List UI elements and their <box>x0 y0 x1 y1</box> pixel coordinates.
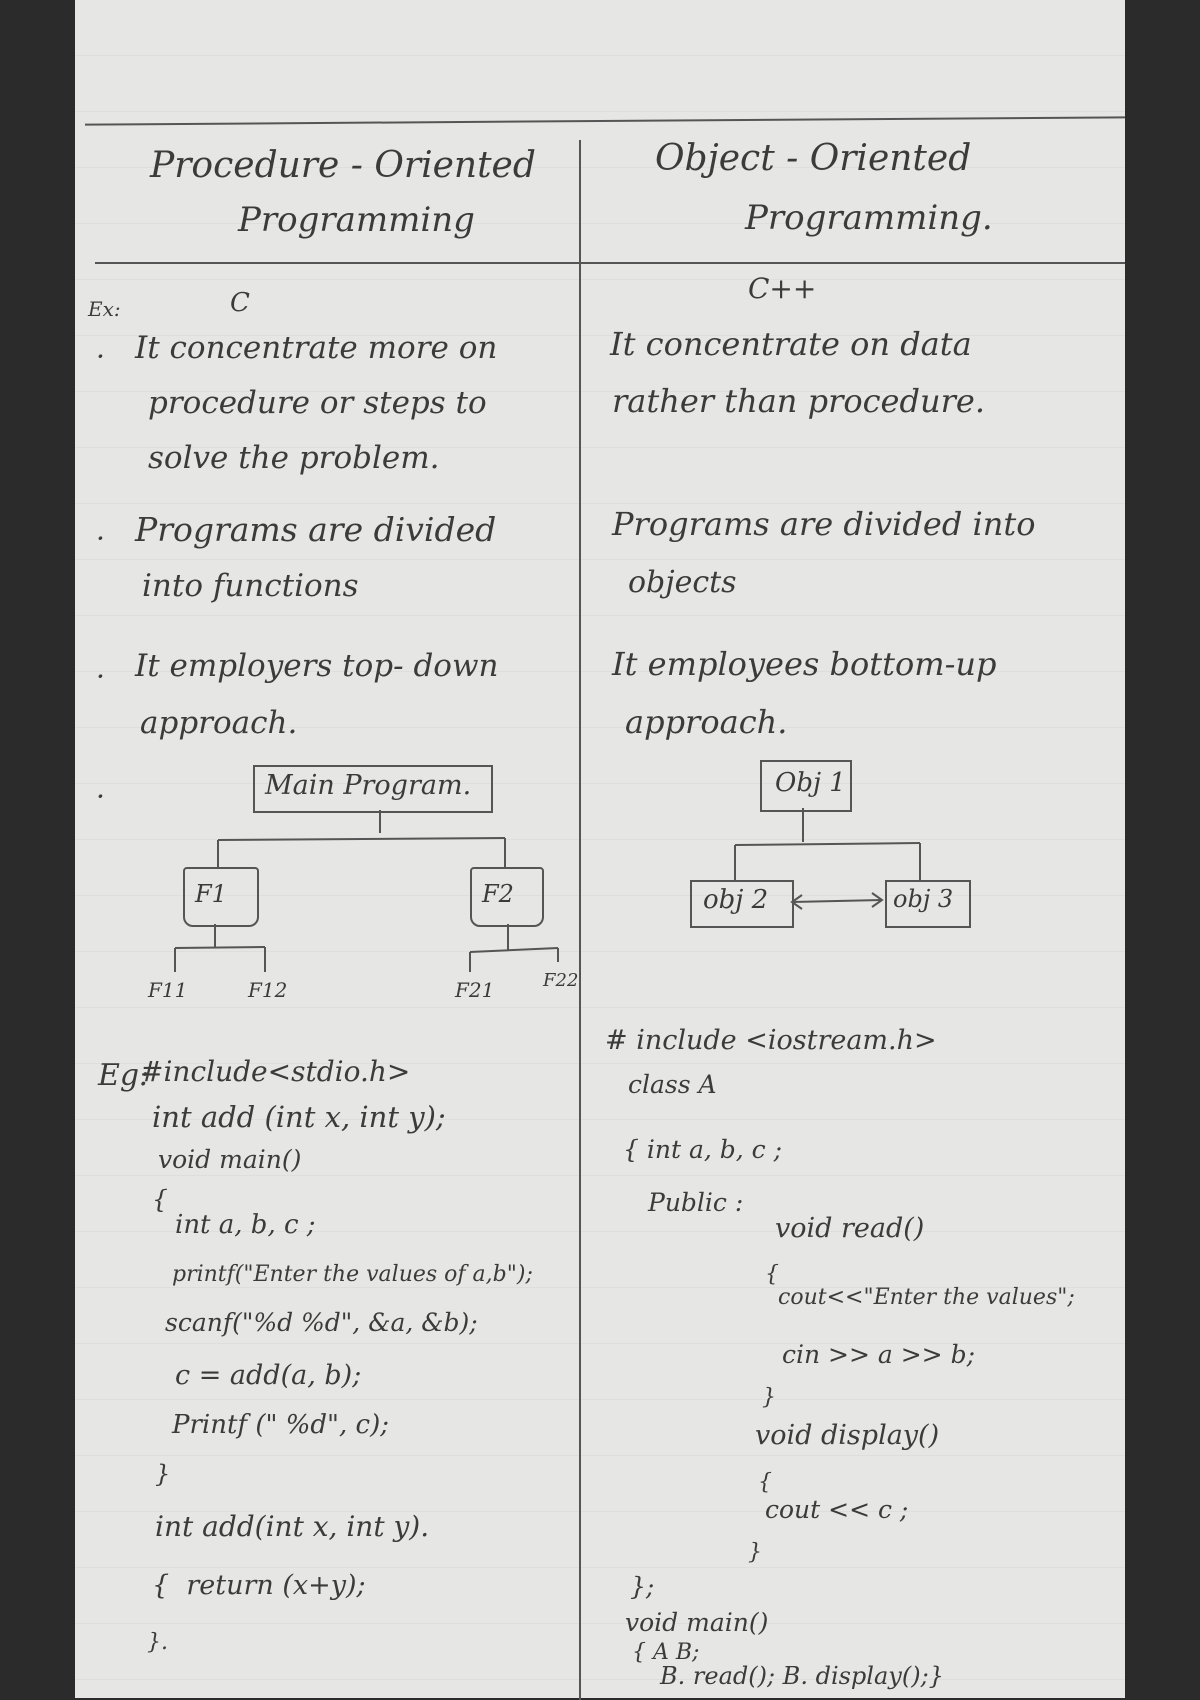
f12-label: F12 <box>248 978 288 1002</box>
right-code-line: cout<<"Enter the values"; <box>778 1285 1075 1310</box>
bullet-dot: · <box>96 780 105 813</box>
right-point-1a: It concentrate on data <box>610 325 972 363</box>
obj2-label: obj 2 <box>703 885 769 915</box>
left-code-line: void main() <box>158 1145 302 1174</box>
right-code-line: { <box>765 1262 779 1287</box>
right-code-line: } <box>762 1385 776 1410</box>
example-left-language: C <box>230 288 250 318</box>
right-code-line: # include <iostream.h> <box>605 1025 937 1056</box>
left-header-line1: Procedure - Oriented <box>150 145 536 186</box>
obj1-label: Obj 1 <box>775 768 846 798</box>
right-point-2a: Programs are divided into <box>612 505 1036 543</box>
right-code-line: void display() <box>755 1420 940 1451</box>
left-code-line: { return (x+y); <box>152 1570 366 1601</box>
left-code-line: printf("Enter the values of a,b"); <box>172 1262 533 1287</box>
right-code-line: { <box>758 1470 772 1495</box>
left-header-line2: Programming <box>238 200 475 240</box>
right-code-line: { int a, b, c ; <box>623 1135 783 1164</box>
f1-label: F1 <box>195 880 227 908</box>
f11-label: F11 <box>148 978 188 1002</box>
right-point-1b: rather than procedure. <box>612 382 985 420</box>
example-label: Ex: <box>88 297 121 321</box>
right-code-line: B. read(); B. display();} <box>660 1662 944 1690</box>
left-point-1c: solve the problem. <box>148 440 440 476</box>
bullet-dot: · <box>96 522 105 555</box>
left-point-1b: procedure or steps to <box>148 385 487 421</box>
bullet-dot: · <box>96 340 105 373</box>
left-point-1a: It concentrate more on <box>135 330 498 366</box>
right-code-line: }; <box>630 1572 655 1601</box>
left-code-line: int add(int x, int y). <box>155 1510 430 1543</box>
right-point-3a: It employees bottom-up <box>612 645 997 683</box>
right-code-line: void main() <box>625 1608 769 1637</box>
left-code-line: scanf("%d %d", &a, &b); <box>165 1308 478 1337</box>
right-header-line2: Programming. <box>745 198 993 238</box>
right-point-3b: approach. <box>625 703 788 741</box>
f21-label: F21 <box>455 978 495 1002</box>
right-code-line: { A B; <box>632 1640 700 1665</box>
right-header-line1: Object - Oriented <box>655 138 972 179</box>
left-code-line: int add (int x, int y); <box>152 1100 446 1134</box>
obj3-label: obj 3 <box>893 885 954 913</box>
right-point-2b: objects <box>628 565 737 600</box>
code-example-label: Eg: <box>98 1058 150 1093</box>
left-code-line: }. <box>147 1630 168 1655</box>
example-right-language: C++ <box>748 272 817 305</box>
right-code-line: Public : <box>648 1188 744 1217</box>
main-program-label: Main Program. <box>265 770 472 801</box>
left-point-2a: Programs are divided <box>135 510 497 549</box>
left-code-line: } <box>155 1460 171 1488</box>
f22-label: F22 <box>543 970 579 991</box>
left-code-line: int a, b, c ; <box>175 1210 316 1240</box>
bullet-dot: · <box>96 660 105 693</box>
f2-label: F2 <box>482 880 514 908</box>
right-code-line: class A <box>628 1070 717 1099</box>
right-code-line: void read() <box>775 1213 925 1244</box>
right-code-line: } <box>748 1540 762 1565</box>
left-point-3b: approach. <box>140 705 298 741</box>
left-code-line: Printf (" %d", c); <box>172 1410 389 1440</box>
left-code-line: { <box>152 1185 168 1214</box>
right-code-line: cin >> a >> b; <box>782 1340 976 1369</box>
left-code-line: c = add(a, b); <box>175 1360 362 1391</box>
left-code-line: #include<stdio.h> <box>140 1055 411 1088</box>
left-point-3a: It employers top- down <box>135 648 499 684</box>
right-code-line: cout << c ; <box>765 1495 909 1524</box>
left-point-2b: into functions <box>142 568 359 604</box>
